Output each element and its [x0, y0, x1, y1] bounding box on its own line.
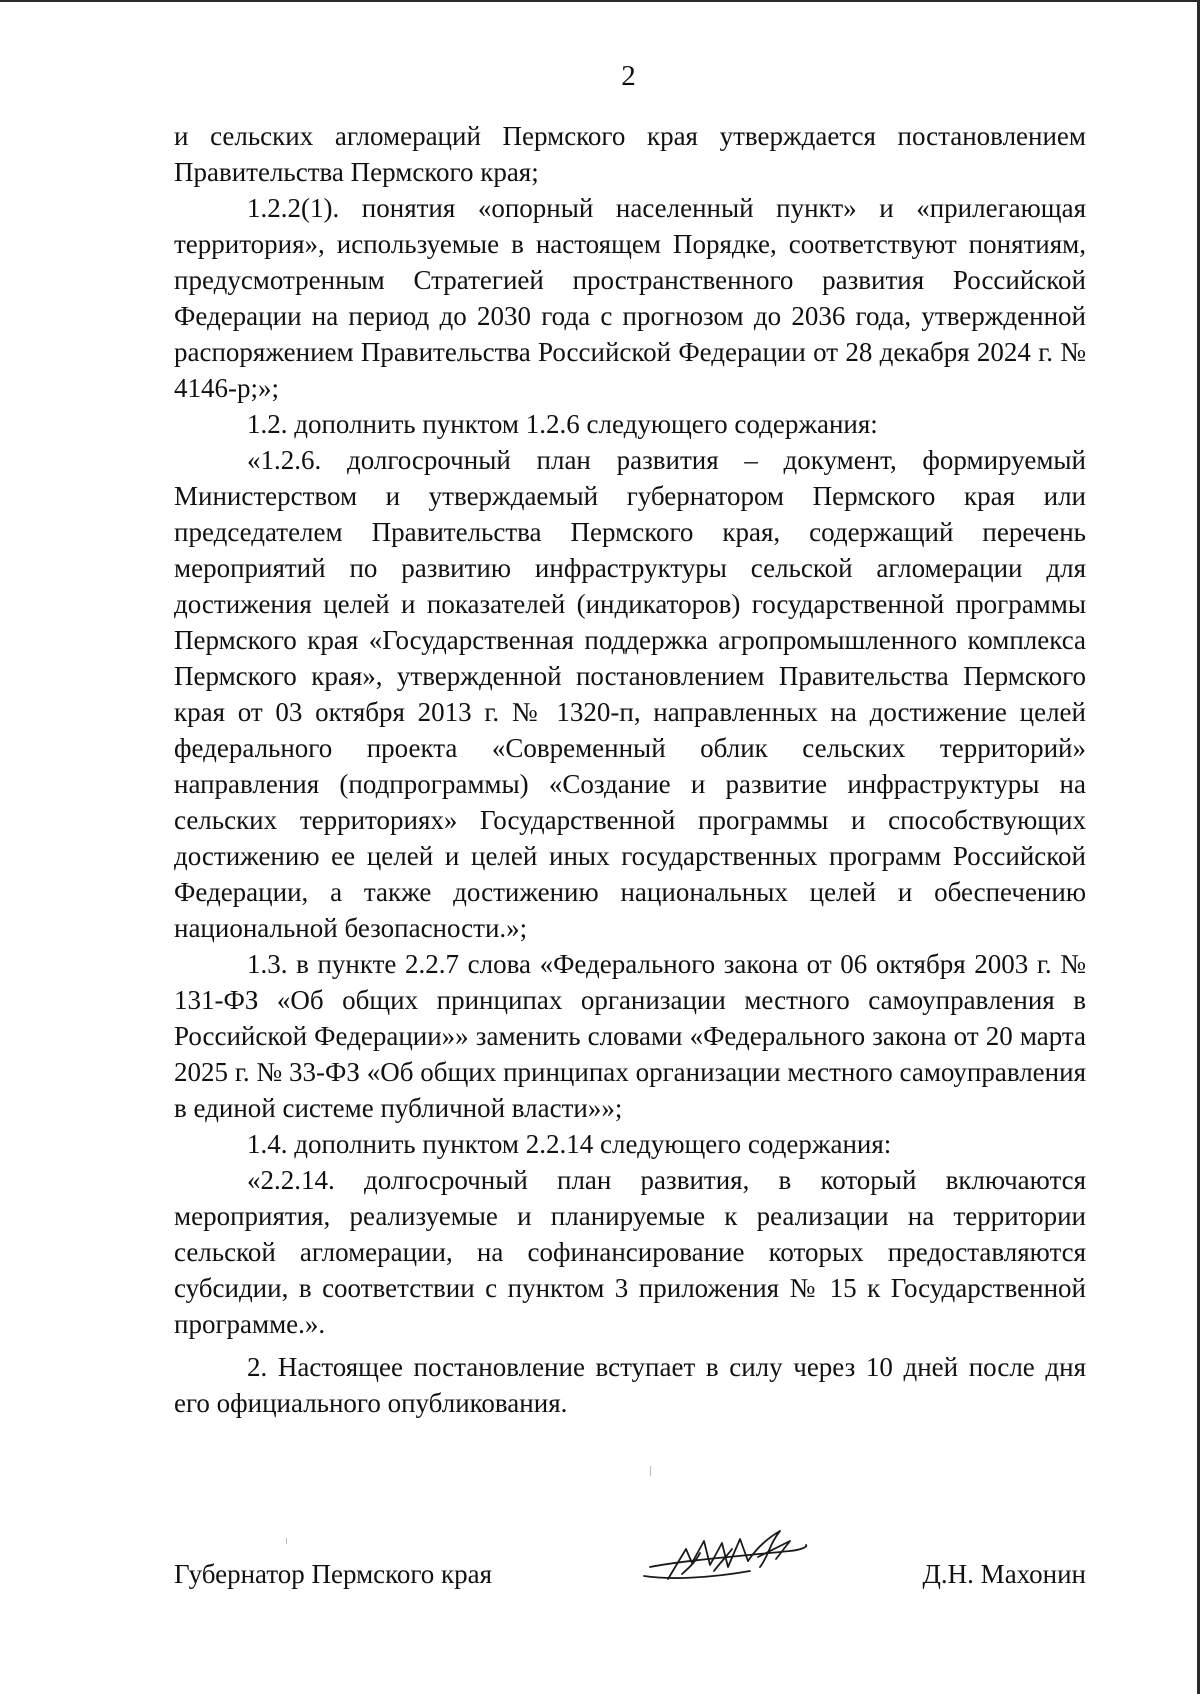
paragraph-clause-2-2-14: «2.2.14. долгосрочный план развития, в который включаются мероприятия, реализуемые и планируемые к реализации на территории сельской агломерации, на софинансирование которых предоставляются субсидии, в соответствии с пунктом 3 приложения № 15 к Государственной программе.». [174, 1165, 1086, 1339]
page-number: 2 [621, 60, 636, 92]
signature-block [174, 1542, 1086, 1602]
scan-speck [286, 1538, 287, 1544]
scan-speck [650, 1466, 651, 1476]
paragraph-continuation: и сельских агломераций Пермского края утверждается постановлением Правительства Пермского края; [174, 121, 1086, 187]
signatory-title: Губернатор Пермского края [174, 1559, 493, 1589]
paragraph-clause-1-2-2-1: 1.2.2(1). понятия «опорный населенный пункт» и «прилегающая территория», используемые в настоящем Порядке, соответствуют понятиям, предусмотренным Стратегией пространственного развития Российской Федерации на период до 2030 года с прогнозом до 2036 года, утвержденной распоряжением Правительства Российской Федерации от 28 декабря 2024 г. № 4146-р;»; [174, 193, 1086, 403]
paragraph-clause-1-2-6: «1.2.6. долгосрочный план развития – документ, формируемый Министерством и утверждаемый губернатором Пермского края или председателем Правительства Пермского края, содержащий перечень мероприятий по развитию инфраструктуры сельской агломерации для достижения целей и показателей (индикаторов) государственной программы Пермского края «Государственная поддержка агропромышленного комплекса Пермского края», утвержденной постановлением Правительства Пермского края от 03 октября 2013 г. № 1320-п, направленных на достижение целей федерального проекта «Современный облик сельских территорий» направления (подпрограммы) «Создание и развитие инфраструктуры на сельских территориях» Государственной программы и способствующих достижению ее целей и целей иных государственных программ Российской Федерации, а также достижению национальных целей и обеспечению национальной безопасности.»; [174, 445, 1086, 943]
scan-edge-top [0, 0, 1200, 2]
paragraph-item-1-2: 1.2. дополнить пунктом 1.2.6 следующего содержания: [247, 409, 878, 439]
paragraph-item-1-4: 1.4. дополнить пунктом 2.2.14 следующего содержания: [247, 1129, 892, 1159]
paragraph-item-1-3: 1.3. в пункте 2.2.7 слова «Федерального закона от 06 октября 2003 г. № 131-ФЗ «Об общих принципах организации местного самоуправления в Российской Федерации»» заменить словами «Федерального закона от 20 марта 2025 г. № 33-ФЗ «Об общих принципах организации местного самоуправления в единой системе публичной власти»»; [174, 949, 1086, 1123]
paragraph-item-2: 2. Настоящее постановление вступает в силу через 10 дней после дня его официального опубликования. [174, 1352, 1086, 1418]
handwritten-signature [640, 1527, 812, 1597]
document-body [174, 118, 1086, 1421]
signatory-name: Д.Н. Махонин [922, 1559, 1086, 1589]
